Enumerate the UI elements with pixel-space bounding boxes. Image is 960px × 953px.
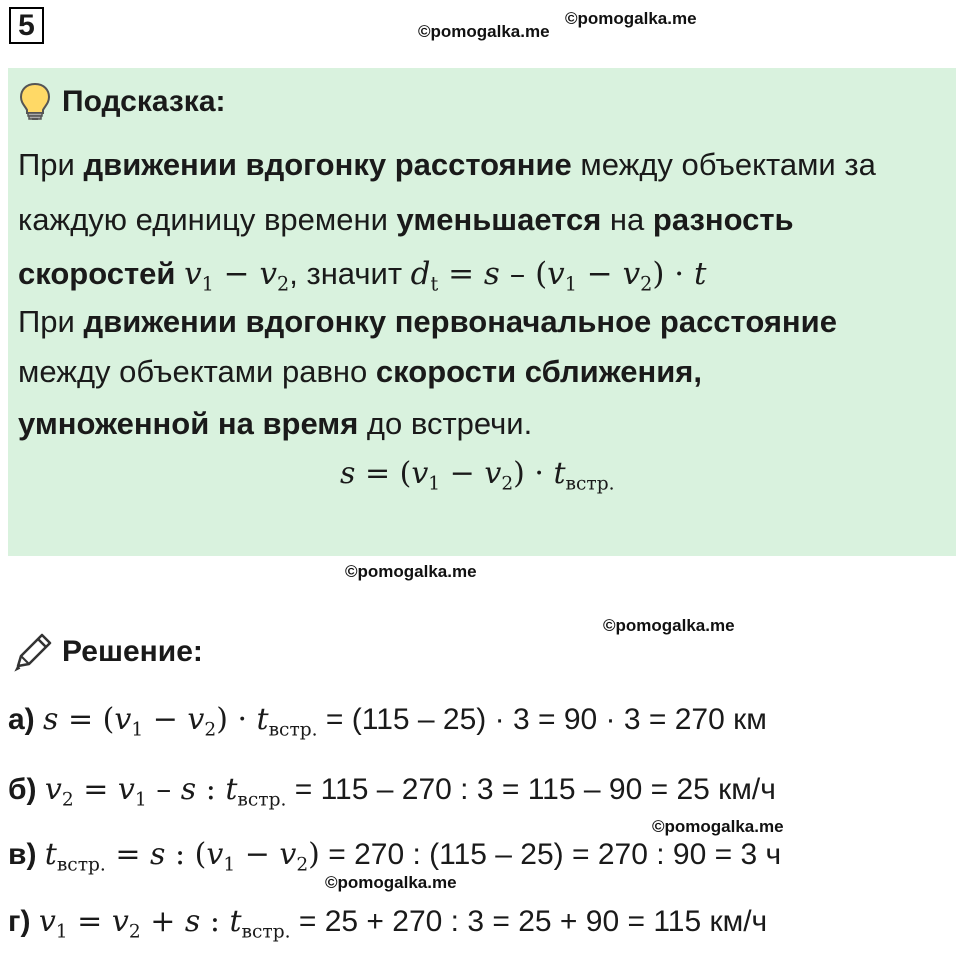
hint-title-text: Подсказка:	[62, 85, 226, 118]
watermark: ©pomogalka.me	[325, 873, 457, 892]
formula-distance-at-t: $d_t = s - (v_1 - v_2) \cdot t$	[410, 256, 707, 296]
watermark: ©pomogalka.me	[652, 817, 784, 836]
solution-c	[8, 835, 781, 886]
hint-line-2	[18, 200, 794, 240]
solution-d	[8, 902, 767, 953]
text: При	[18, 147, 84, 182]
bold-text: уменьшается	[396, 202, 602, 237]
calculation: = 115 – 270 : 3 = 115 – 90 = 25 км/ч	[286, 773, 776, 806]
formula-a: $s = (v_1 - v_2) \cdot t_{встр.}$	[43, 702, 318, 741]
hint-title	[18, 80, 226, 124]
hint-line-1	[18, 145, 876, 185]
item-label: в)	[8, 838, 37, 871]
text: каждую единицу времени	[18, 202, 397, 237]
hint-line-3	[18, 254, 706, 305]
bold-text: скорости сближения,	[375, 354, 702, 389]
solution-title-text: Решение:	[62, 635, 203, 668]
text: При	[18, 304, 84, 339]
text: , значит	[289, 256, 411, 291]
watermark: ©pomogalka.me	[418, 22, 550, 41]
item-label: г)	[8, 905, 31, 938]
bold-text: движении вдогонку первоначальное расстояние	[83, 304, 837, 339]
watermark: ©pomogalka.me	[603, 616, 735, 635]
text: на	[601, 202, 653, 237]
lightbulb-icon	[18, 82, 52, 122]
text: до встречи.	[358, 406, 533, 441]
solution-title	[12, 630, 203, 674]
bold-text: разность	[652, 202, 794, 237]
bold-text: скоростей	[18, 256, 176, 291]
solution-a	[8, 700, 767, 751]
text: между объектами равно	[18, 354, 376, 389]
task-number: 5	[9, 7, 44, 44]
bold-text: движении вдогонку расстояние	[83, 147, 572, 182]
formula-c: $t_{встр.} = s$ : $(v_1 - v_2)$	[44, 837, 320, 876]
hint-line-4	[18, 302, 837, 342]
solution-b	[8, 770, 776, 821]
hint-line-5	[18, 352, 702, 392]
watermark: ©pomogalka.me	[345, 562, 477, 581]
item-label: а)	[8, 703, 35, 736]
formula-meeting-distance: $s = (v_1 - v_2) \cdot t_{встр.}$	[340, 456, 615, 495]
formula-speed-diff: $v_1 - v_2$	[184, 256, 290, 296]
formula-b: $v_2 = v_1 - s$ : $t_{встр.}$	[44, 772, 287, 811]
formula-d: $v_1 = v_2 + s$ : $t_{встр.}$	[38, 904, 291, 943]
hint-line-6	[18, 404, 532, 444]
text: между объектами за	[571, 147, 876, 182]
bold-text: умноженной на время	[18, 406, 359, 441]
calculation: = 270 : (115 – 25) = 270 : 90 = 3 ч	[319, 838, 782, 871]
calculation: = 25 + 270 : 3 = 25 + 90 = 115 км/ч	[290, 905, 768, 938]
watermark: ©pomogalka.me	[565, 9, 697, 28]
item-label: б)	[8, 773, 37, 806]
pencil-icon	[12, 632, 56, 672]
calculation: = (115 – 25) · 3 = 90 · 3 = 270 км	[317, 703, 767, 736]
